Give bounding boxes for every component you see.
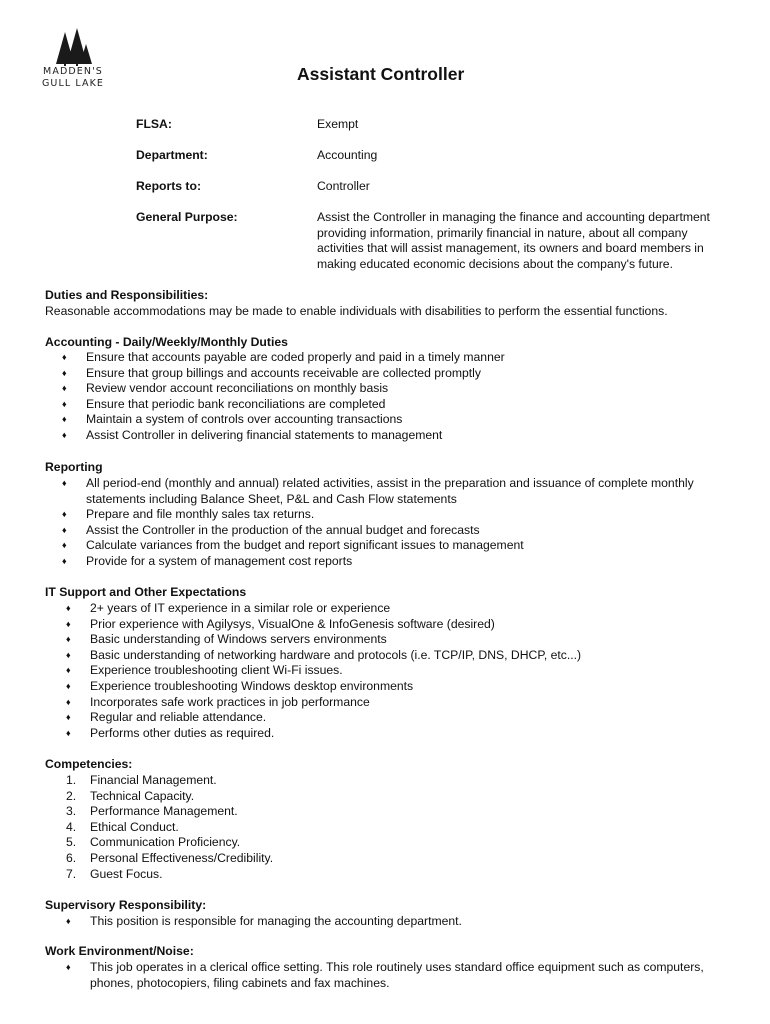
accommodations-note: Reasonable accommodations may be made to enable individuals with disabilities to perform the essential functions. xyxy=(45,304,668,318)
list-item xyxy=(45,867,273,883)
diamond-bullet-icon: ♦ xyxy=(66,649,71,660)
list-item-text: Maintain a system of controls over accounting transactions xyxy=(86,412,403,427)
list-item xyxy=(45,366,745,382)
list-item-text: All period-end (monthly and annual) related activities, assist in the preparation and issuance of complete monthly statements including Balance Sheet, P&L and Cash Flow statements xyxy=(86,476,694,506)
diamond-bullet-icon: ♦ xyxy=(62,555,67,566)
diamond-bullet-icon: ♦ xyxy=(62,383,67,394)
list-item-text: Technical Capacity. xyxy=(90,788,195,803)
list-item xyxy=(45,428,745,444)
list-item-text: Ensure that periodic bank reconciliations are completed xyxy=(86,396,386,411)
diamond-bullet-icon: ♦ xyxy=(66,696,71,707)
list-number: 7. xyxy=(66,866,77,881)
list-item-text: Financial Management. xyxy=(90,773,217,787)
list-item-text: Ethical Conduct. xyxy=(90,819,179,834)
list-item xyxy=(45,679,745,695)
list-item-text: Incorporates safe work practices in job performance xyxy=(90,694,370,709)
diamond-bullet-icon: ♦ xyxy=(62,429,67,440)
list-item xyxy=(45,695,745,711)
diamond-bullet-icon: ♦ xyxy=(66,916,71,926)
list-item-text: Assist the Controller in the production of the annual budget and forecasts xyxy=(86,522,480,537)
list-number: 2. xyxy=(66,788,77,803)
reports-to-value: Controller xyxy=(317,179,370,193)
list-item-text: Personal Effectiveness/Credibility. xyxy=(90,850,274,865)
diamond-bullet-icon: ♦ xyxy=(66,962,71,972)
diamond-bullet-icon: ♦ xyxy=(66,680,71,691)
list-item xyxy=(45,820,273,836)
logo-line-1: MADDEN'S xyxy=(43,66,103,77)
list-item xyxy=(45,835,273,851)
duties-heading: Duties and Responsibilities: xyxy=(45,288,209,302)
it-support-list xyxy=(45,601,745,741)
list-number: 4. xyxy=(66,819,77,834)
list-item-text: Experience troubleshooting client Wi-Fi issues. xyxy=(90,663,343,678)
it-support-heading: IT Support and Other Expectations xyxy=(45,585,247,599)
department-value: Accounting xyxy=(317,148,378,162)
list-item xyxy=(45,773,273,789)
reporting-list xyxy=(45,476,745,570)
list-item xyxy=(45,554,745,570)
list-item xyxy=(45,381,745,397)
diamond-bullet-icon: ♦ xyxy=(62,478,67,488)
list-item-text: Calculate variances from the budget and report significant issues to management xyxy=(86,538,524,553)
list-number: 6. xyxy=(66,850,77,865)
list-item-text: Basic understanding of networking hardware and protocols (i.e. TCP/IP, DNS, DHCP, etc...) xyxy=(90,647,582,662)
list-item xyxy=(45,523,745,539)
flsa-value: Exempt xyxy=(317,117,359,131)
list-item-text: This job operates in a clerical office setting. This role routinely uses standard office equipment such as computers, phones, photocopiers, filing cabinets and fax machines. xyxy=(90,960,704,990)
list-item xyxy=(45,648,745,664)
list-item-text: Ensure that group billings and accounts receivable are collected promptly xyxy=(86,365,481,380)
competencies-list xyxy=(45,773,273,882)
diamond-bullet-icon: ♦ xyxy=(66,618,71,629)
list-item-text: Regular and reliable attendance. xyxy=(90,710,267,725)
logo-line-2: GULL LAKE xyxy=(41,78,105,89)
list-item-text: Provide for a system of management cost reports xyxy=(86,553,353,568)
list-item-text: Performance Management. xyxy=(90,804,238,819)
supervisory-heading: Supervisory Responsibility: xyxy=(45,898,207,912)
list-item xyxy=(45,350,745,366)
list-item-text: Assist Controller in delivering financial statements to management xyxy=(86,427,443,442)
accounting-list xyxy=(45,350,745,444)
list-item-text: Prior experience with Agilysys, VisualOne & InfoGenesis software (desired) xyxy=(90,616,495,631)
diamond-bullet-icon: ♦ xyxy=(62,414,67,425)
list-item-text: Basic understanding of Windows servers environments xyxy=(90,632,387,647)
list-item xyxy=(45,412,745,428)
reports-to-label: Reports to: xyxy=(136,179,201,193)
list-item-text: This position is responsible for managing the accounting department. xyxy=(90,914,462,928)
department-label: Department: xyxy=(136,148,208,162)
list-item-text: Review vendor account reconciliations on monthly basis xyxy=(86,381,389,396)
list-item xyxy=(45,710,745,726)
work-environment-heading: Work Environment/Noise: xyxy=(45,944,194,958)
diamond-bullet-icon: ♦ xyxy=(66,603,71,613)
list-item-text: Communication Proficiency. xyxy=(90,835,241,850)
list-item xyxy=(45,726,745,742)
list-item-text: 2+ years of IT experience in a similar role or experience xyxy=(90,601,391,615)
general-purpose-label: General Purpose: xyxy=(136,210,238,224)
work-environment-list xyxy=(45,960,745,991)
accounting-heading: Accounting - Daily/Weekly/Monthly Duties xyxy=(45,335,288,349)
diamond-bullet-icon: ♦ xyxy=(66,665,71,676)
competencies-heading: Competencies: xyxy=(45,757,133,771)
list-item-text: Experience troubleshooting Windows desktop environments xyxy=(90,678,414,693)
list-item xyxy=(45,960,745,991)
company-logo xyxy=(28,26,118,98)
reporting-heading: Reporting xyxy=(45,460,103,474)
list-item xyxy=(45,663,745,679)
diamond-bullet-icon: ♦ xyxy=(62,524,67,535)
list-item xyxy=(45,914,745,930)
list-item xyxy=(45,617,745,633)
diamond-bullet-icon: ♦ xyxy=(66,727,71,738)
diamond-bullet-icon: ♦ xyxy=(62,398,67,409)
supervisory-list xyxy=(45,914,745,930)
diamond-bullet-icon: ♦ xyxy=(66,634,71,645)
list-number: 3. xyxy=(66,804,77,819)
list-item-text: Prepare and file monthly sales tax returns. xyxy=(86,507,315,522)
diamond-bullet-icon: ♦ xyxy=(66,712,71,723)
list-item xyxy=(45,507,745,523)
list-number: 1. xyxy=(66,773,77,787)
list-item xyxy=(45,538,745,554)
diamond-bullet-icon: ♦ xyxy=(62,509,67,520)
pine-trees-icon xyxy=(52,26,94,66)
list-item-text: Performs other duties as required. xyxy=(90,725,275,740)
list-item xyxy=(45,476,745,507)
list-item-text: Guest Focus. xyxy=(90,866,163,881)
list-number: 5. xyxy=(66,835,77,850)
list-item xyxy=(45,804,273,820)
document-title: Assistant Controller xyxy=(297,64,465,84)
list-item xyxy=(45,789,273,805)
diamond-bullet-icon: ♦ xyxy=(62,352,67,362)
diamond-bullet-icon: ♦ xyxy=(62,540,67,551)
general-purpose-value: Assist the Controller in managing the finance and accounting department providing information, primarily financial in nature, about all company activities that will assist management, its owners and board members in making educated economic decisions about the company's future. xyxy=(317,210,710,271)
list-item xyxy=(45,851,273,867)
list-item xyxy=(45,632,745,648)
list-item xyxy=(45,601,745,617)
list-item xyxy=(45,397,745,413)
flsa-label: FLSA: xyxy=(136,117,172,131)
diamond-bullet-icon: ♦ xyxy=(62,367,67,378)
list-item-text: Ensure that accounts payable are coded properly and paid in a timely manner xyxy=(86,350,505,364)
